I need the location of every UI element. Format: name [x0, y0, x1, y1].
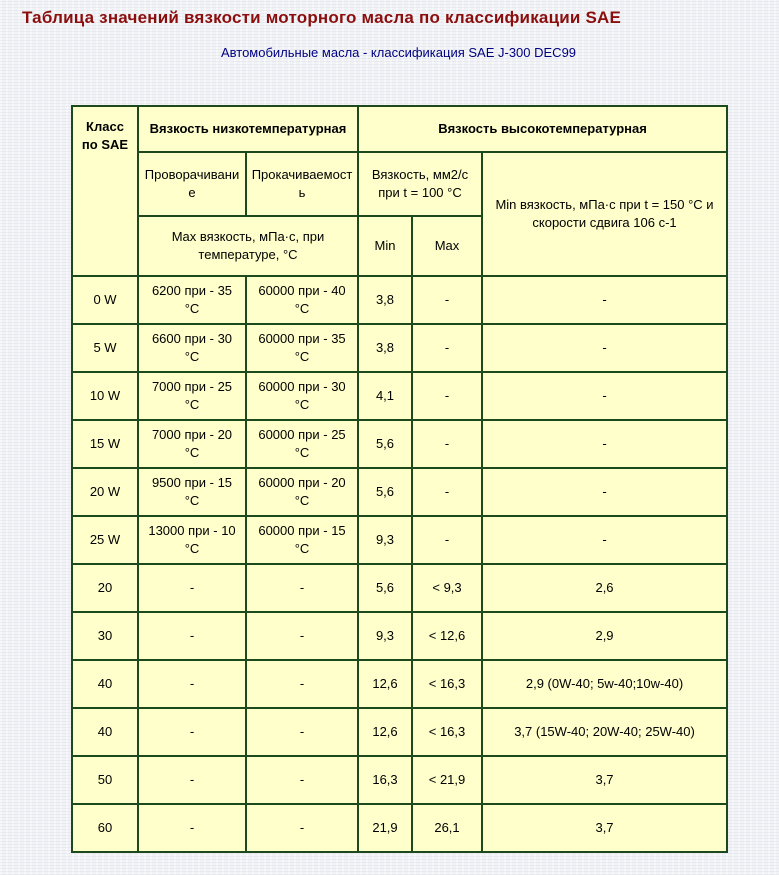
table-cell: 60000 при - 25 °C: [246, 420, 358, 468]
table-cell: 9,3: [358, 612, 412, 660]
table-cell: -: [412, 372, 482, 420]
table-cell: -: [412, 468, 482, 516]
table-cell: 60: [72, 804, 138, 852]
table-cell: 5,6: [358, 420, 412, 468]
header-high-temp: Вязкость высокотемпературная: [358, 106, 727, 152]
table-cell: 2,6: [482, 564, 727, 612]
table-row: [72, 468, 727, 516]
table-cell: -: [412, 276, 482, 324]
table-cell: 5,6: [358, 468, 412, 516]
table-cell: 3,8: [358, 276, 412, 324]
table-cell: 12,6: [358, 660, 412, 708]
table-cell: 60000 при - 15 °C: [246, 516, 358, 564]
table-cell: 6600 при - 30 °C: [138, 324, 246, 372]
table-cell: 10 W: [72, 372, 138, 420]
table-cell: -: [482, 420, 727, 468]
table-cell: -: [482, 372, 727, 420]
table-header: [72, 106, 727, 276]
table-cell: -: [138, 756, 246, 804]
table-cell: 12,6: [358, 708, 412, 756]
page-title: Таблица значений вязкости моторного масла по классификации SAE: [22, 8, 621, 27]
table-row: [72, 564, 727, 612]
table-cell: 60000 при - 40 °C: [246, 276, 358, 324]
header-pumping: Прокачиваемость: [246, 152, 358, 216]
header-min-viscosity-150: Min вязкость, мПа·с при t = 150 °C и скорости сдвига 106 с-1: [482, 152, 727, 276]
table-cell: 40: [72, 660, 138, 708]
header-max: Max: [412, 216, 482, 276]
table-cell: -: [482, 468, 727, 516]
table-cell: -: [482, 324, 727, 372]
table-row: [72, 420, 727, 468]
table-cell: 50: [72, 756, 138, 804]
table-cell: 26,1: [412, 804, 482, 852]
table-cell: 5 W: [72, 324, 138, 372]
table-cell: < 16,3: [412, 660, 482, 708]
header-low-temp: Вязкость низкотемпературная: [138, 106, 358, 152]
table-cell: -: [412, 420, 482, 468]
table-row: [72, 372, 727, 420]
table-cell: 20 W: [72, 468, 138, 516]
table-cell: 3,7 (15W-40; 20W-40; 25W-40): [482, 708, 727, 756]
table-cell: 30: [72, 612, 138, 660]
table-cell: 4,1: [358, 372, 412, 420]
table-row: [72, 612, 727, 660]
table-cell: -: [412, 516, 482, 564]
table-cell: < 16,3: [412, 708, 482, 756]
page-subtitle: Автомобильные масла - классификация SAE J-300 DEC99: [220, 45, 577, 60]
table-cell: -: [246, 804, 358, 852]
table-cell: -: [246, 612, 358, 660]
table-cell: 9500 при - 15 °C: [138, 468, 246, 516]
table-cell: 2,9 (0W-40; 5w-40;10w-40): [482, 660, 727, 708]
table-cell: 3,7: [482, 756, 727, 804]
table-cell: < 21,9: [412, 756, 482, 804]
header-cranking: Проворачивание: [138, 152, 246, 216]
table-cell: 21,9: [358, 804, 412, 852]
table-cell: 60000 при - 20 °C: [246, 468, 358, 516]
table-cell: -: [246, 756, 358, 804]
table-body: [72, 276, 727, 852]
table-cell: 3,7: [482, 804, 727, 852]
table-row: [72, 324, 727, 372]
header-row-sub1: [72, 152, 727, 216]
table-cell: 2,9: [482, 612, 727, 660]
table-cell: 15 W: [72, 420, 138, 468]
table-cell: -: [138, 708, 246, 756]
table-cell: -: [246, 660, 358, 708]
table-row: [72, 756, 727, 804]
table-cell: 7000 при - 20 °C: [138, 420, 246, 468]
table-cell: < 9,3: [412, 564, 482, 612]
table-cell: -: [246, 708, 358, 756]
table-cell: -: [138, 804, 246, 852]
table-cell: 0 W: [72, 276, 138, 324]
table-row: [72, 276, 727, 324]
table-row: [72, 708, 727, 756]
table-cell: -: [482, 516, 727, 564]
header-viscosity-100: Вязкость, мм2/с при t = 100 °C: [358, 152, 482, 216]
table-cell: 3,8: [358, 324, 412, 372]
table-cell: -: [412, 324, 482, 372]
header-class-sae: Класс по SAE: [72, 106, 138, 276]
header-min: Min: [358, 216, 412, 276]
viscosity-table: [71, 105, 728, 853]
table-cell: -: [138, 660, 246, 708]
table-row: [72, 516, 727, 564]
table-cell: 20: [72, 564, 138, 612]
table-cell: 16,3: [358, 756, 412, 804]
table-cell: 60000 при - 30 °C: [246, 372, 358, 420]
table-row: [72, 804, 727, 852]
table-cell: 40: [72, 708, 138, 756]
table-cell: < 12,6: [412, 612, 482, 660]
table-cell: 25 W: [72, 516, 138, 564]
table-cell: -: [138, 612, 246, 660]
table-cell: -: [138, 564, 246, 612]
table-cell: 6200 при - 35 °C: [138, 276, 246, 324]
table-row: [72, 660, 727, 708]
header-row-main: [72, 106, 727, 152]
table-cell: 60000 при - 35 °C: [246, 324, 358, 372]
header-max-viscosity-temp: Max вязкость, мПа·с, при температуре, °C: [138, 216, 358, 276]
table-cell: 5,6: [358, 564, 412, 612]
table-cell: 7000 при - 25 °C: [138, 372, 246, 420]
table-cell: 13000 при - 10 °C: [138, 516, 246, 564]
page: [0, 8, 779, 853]
table-cell: 9,3: [358, 516, 412, 564]
table-cell: -: [246, 564, 358, 612]
table-cell: -: [482, 276, 727, 324]
